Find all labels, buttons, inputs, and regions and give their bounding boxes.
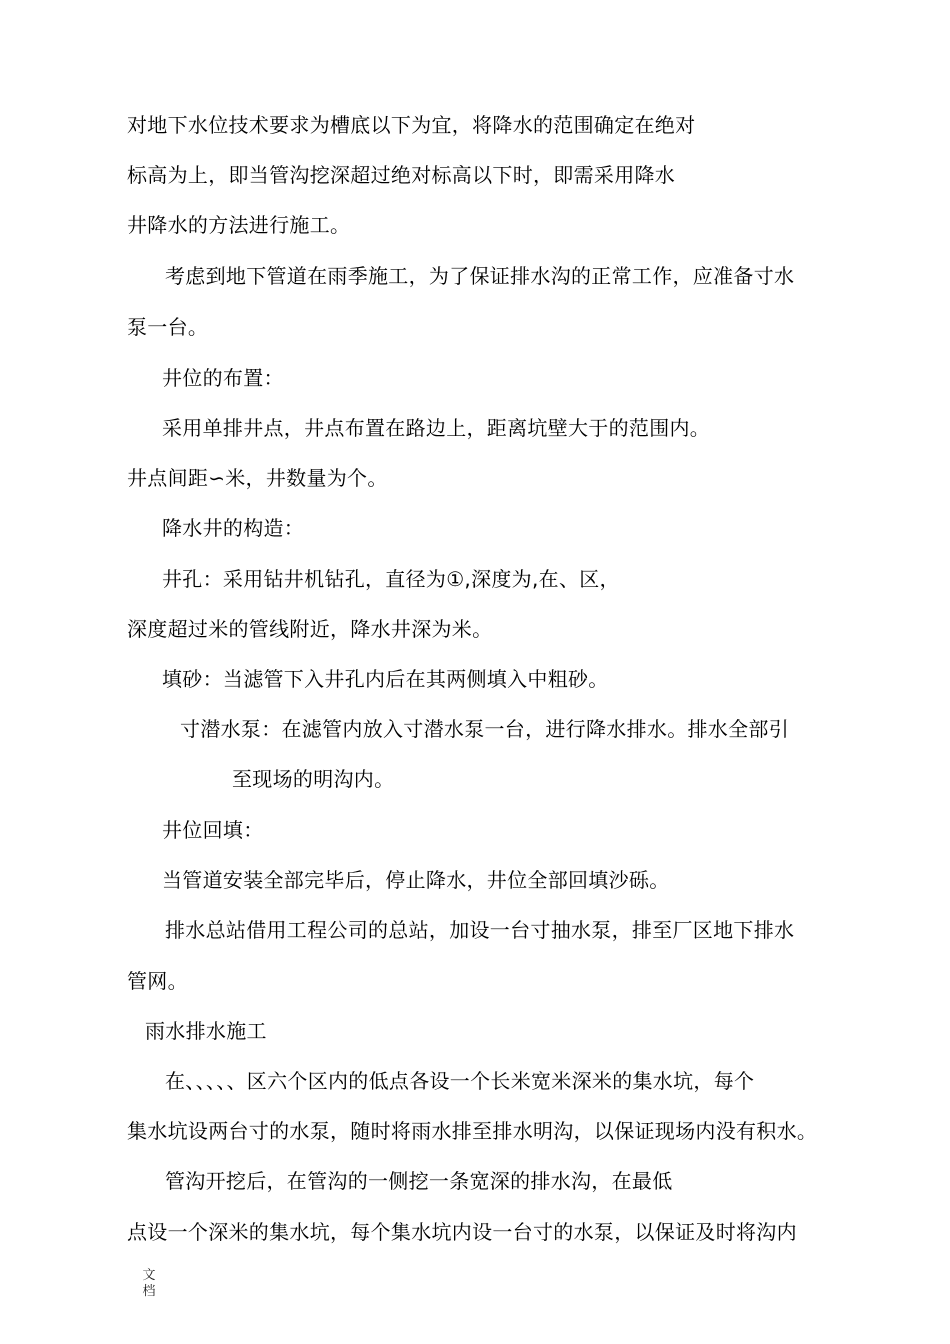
text-line-17: 排水总站借用工程公司的总站，加设一台寸抽水泵，排至厂区地下排水 [165, 918, 795, 942]
text-line-13: 寸潜水泵：在滤管内放入寸潜水泵一台，进行降水排水。排水全部引 [180, 717, 789, 741]
section-heading-well-structure: 降水井的构造： [162, 516, 305, 540]
text-line-20: 在、、、、、区六个区内的低点各设一个长米宽米深米的集水坑，每个 [165, 1069, 755, 1093]
text-line-1: 对地下水位技术要求为槽底以下为宜，将降水的范围确定在绝对 [127, 113, 696, 137]
text-line-2: 标高为上，即当管沟挖深超过绝对标高以下时，即需采用降水 [127, 163, 676, 187]
text-line-22: 管沟开挖后，在管沟的一侧挖一条宽深的排水沟，在最低 [165, 1169, 673, 1193]
text-line-8: 井点间距∽米，井数量为个。 [127, 466, 388, 490]
text-line-18: 管网。 [127, 969, 188, 993]
section-heading-backfill: 井位回填： [162, 818, 264, 842]
text-line-14: 至现场的明沟内。 [232, 767, 395, 791]
text-line-4: 考虑到地下管道在雨季施工，为了保证排水沟的正常工作，应准备寸水 [165, 264, 795, 288]
text-line-10: 井孔：采用钻井机钻孔，直径为①,深度为,在、区， [162, 567, 620, 591]
text-line-16: 当管道安装全部完毕后，停止降水，井位全部回填沙砾。 [162, 868, 670, 892]
section-heading-well-layout: 井位的布置： [162, 366, 284, 390]
text-line-23: 点设一个深米的集水坑，每个集水坑内设一台寸的水泵，以保证及时将沟内 [127, 1220, 797, 1244]
section-heading-rainwater: 雨水排水施工 [145, 1019, 267, 1043]
text-line-11: 深度超过米的管线附近，降水井深为米。 [127, 617, 493, 641]
text-line-12: 填砂：当滤管下入井孔内后在其两侧填入中粗砂。 [162, 667, 609, 691]
text-line-3: 井降水的方法进行施工。 [127, 213, 351, 237]
text-line-7: 采用单排井点，井点布置在路边上，距离坑壁大于的范围内。 [162, 416, 711, 440]
text-line-21: 集水坑设两台寸的水泵，随时将雨水排至排水明沟，以保证现场内没有积水。 [127, 1119, 818, 1143]
page-footer: 文档 [142, 1268, 156, 1299]
text-line-5: 泵一台。 [127, 315, 209, 339]
